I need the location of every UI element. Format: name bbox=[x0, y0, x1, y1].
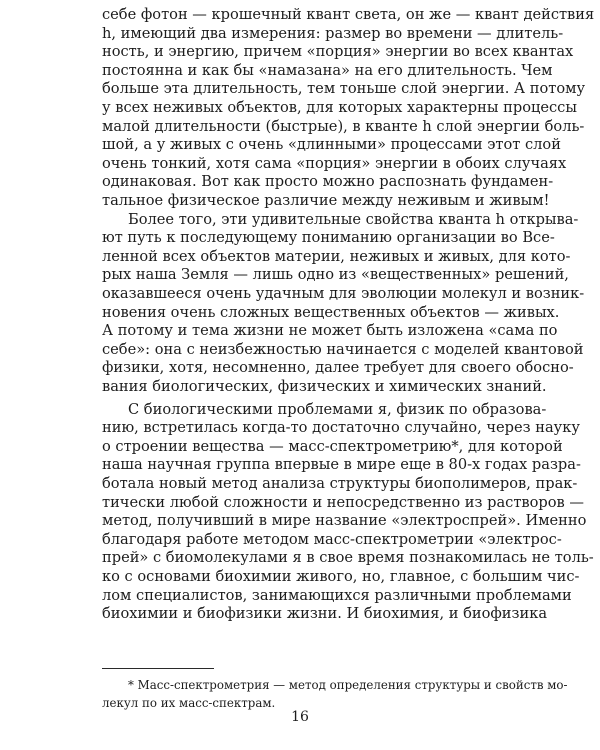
text-line: больше эта длительность, тем тоньше слой энергии. А потому bbox=[102, 80, 586, 98]
footnote-divider bbox=[102, 668, 214, 669]
text-line: одинаковая. Вот как просто можно распознать фундамен- bbox=[102, 173, 554, 191]
text-line: нию, встретилась когда-то достаточно случайно, через науку bbox=[102, 419, 580, 437]
text-line: себе»: она с неизбежностью начинается с моделей квантовой bbox=[102, 340, 584, 358]
text-line: шой, а у живых с очень «длинными» процессами этот слой bbox=[102, 136, 561, 154]
paragraph-first-line: С биологическими проблемами я, физик по образова- bbox=[128, 400, 547, 418]
text-line: лом специалистов, занимающихся различными проблемами bbox=[102, 586, 572, 604]
text-line: ботала новый метод анализа структуры биополимеров, прак- bbox=[102, 475, 578, 492]
footnote-line: * Масс-спектрометрия — метод определения структуры и свойств мо- bbox=[128, 678, 568, 692]
text-line: себе фотон — крошечный квант света, он же — квант действия bbox=[102, 6, 595, 23]
text-line: тически любой сложности и непосредственно из растворов — bbox=[102, 493, 584, 511]
text-line: наша научная группа впервые в мире еще в 80-х годах разра- bbox=[102, 456, 581, 474]
text-line: метод, получивший в мире название «электроспрей». Именно bbox=[102, 512, 587, 530]
footnote-line: лекул по их масс-спектрам. bbox=[102, 696, 276, 710]
text-line: вания биологических, физических и химических знаний. bbox=[102, 378, 547, 395]
paragraph-first-line: Более того, эти удивительные свойства кванта h открыва- bbox=[128, 210, 579, 228]
text-line: тальное физическое различие между неживым и живым! bbox=[102, 192, 550, 209]
text-line: оказавшееся очень удачным для эволюции молекул и возник- bbox=[102, 285, 585, 302]
text-line: благодаря работе методом масс-спектрометрии «электрос- bbox=[102, 530, 562, 548]
text-line: рых наша Земля — лишь одно из «вещественных» решений, bbox=[102, 266, 569, 284]
text-line: h, имеющий два измерения: размер во времени — длитель- bbox=[102, 24, 564, 42]
text-line: у всех неживых объектов, для которых характерны процессы bbox=[102, 99, 577, 116]
page-number: 16 bbox=[291, 709, 309, 725]
text-line: ность, и энергию, причем «порция» энергии во всех квантах bbox=[102, 43, 574, 61]
text-line: А потому и тема жизни не может быть изложена «сама по bbox=[102, 322, 558, 340]
text-line: очень тонкий, хотя сама «порция» энергии в обоих случаях bbox=[102, 154, 567, 172]
text-line: биохимии и биофизики жизни. И биохимия, и биофизика bbox=[102, 605, 548, 623]
text-line: ют путь к последующему пониманию организации во Все- bbox=[102, 229, 555, 247]
text-line: постоянна и как бы «намазана» на его длительность. Чем bbox=[102, 61, 553, 79]
text-line: прей» с биомолекулами я в свое время познакомилась не толь- bbox=[102, 549, 594, 567]
text-line: о строении вещества — масс-спектрометрию*, для которой bbox=[102, 437, 563, 455]
text-line: физики, хотя, несомненно, далее требует для своего обосно- bbox=[102, 359, 574, 377]
text-line: ленной всех объектов материи, неживых и живых, для кото- bbox=[102, 247, 571, 265]
text-line: ко с основами биохимии живого, но, главное, с большим чис- bbox=[102, 568, 580, 585]
text-line: новения очень сложных вещественных объектов — живых. bbox=[102, 303, 560, 321]
text-line: малой длительности (быстрые), в кванте h слой энергии боль- bbox=[102, 117, 585, 135]
